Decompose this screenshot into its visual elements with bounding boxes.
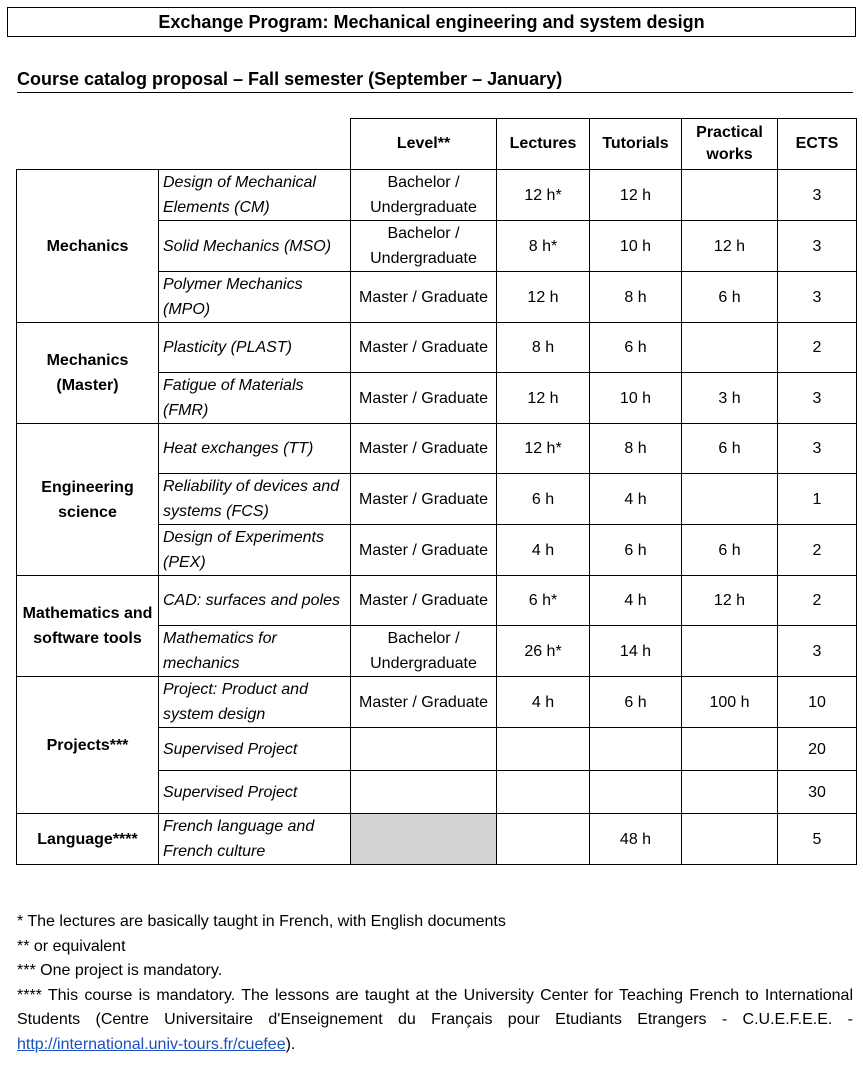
course-practical: 6 h — [682, 424, 778, 474]
course-ects: 2 — [778, 576, 857, 626]
course-lectures: 6 h* — [497, 576, 590, 626]
course-ects: 2 — [778, 323, 857, 373]
course-tutorials: 6 h — [590, 677, 682, 728]
header-level: Level** — [351, 119, 497, 170]
course-ects: 20 — [778, 728, 857, 771]
course-level: Master / Graduate — [351, 677, 497, 728]
category-mechanics: Mechanics — [17, 170, 159, 323]
table-row — [17, 677, 857, 728]
footnote-4-text: **** This course is mandatory. The lessons are taught at the University Center for Teaching French to International Students (Centre Universitaire d'Enseignement du Français pour Etudiants Etrangers - C.U.E.F.E.E. - — [17, 986, 853, 1028]
course-lectures: 4 h — [497, 677, 590, 728]
course-tutorials — [590, 728, 682, 771]
category-mechanics-master: Mechanics (Master) — [17, 323, 159, 424]
course-ects: 10 — [778, 677, 857, 728]
course-lectures: 12 h* — [497, 424, 590, 474]
document-title: Exchange Program: Mechanical engineering and system design — [7, 7, 856, 37]
header-practical-works: Practical works — [682, 119, 778, 170]
course-name: Solid Mechanics (MSO) — [159, 221, 351, 272]
course-lectures: 12 h — [497, 272, 590, 323]
course-name: Reliability of devices and systems (FCS) — [159, 474, 351, 525]
course-level: Master / Graduate — [351, 474, 497, 525]
course-lectures: 4 h — [497, 525, 590, 576]
course-name: Design of Experiments (PEX) — [159, 525, 351, 576]
footnote-1: * The lectures are basically taught in French, with English documents — [17, 913, 506, 930]
course-lectures — [497, 771, 590, 814]
course-lectures: 8 h* — [497, 221, 590, 272]
course-tutorials: 8 h — [590, 424, 682, 474]
course-ects: 3 — [778, 373, 857, 424]
course-tutorials: 6 h — [590, 323, 682, 373]
course-level — [351, 771, 497, 814]
course-level: Master / Graduate — [351, 323, 497, 373]
course-tutorials — [590, 771, 682, 814]
course-ects: 3 — [778, 272, 857, 323]
course-ects: 5 — [778, 814, 857, 865]
course-level — [351, 728, 497, 771]
course-name: Project: Product and system design — [159, 677, 351, 728]
course-tutorials: 8 h — [590, 272, 682, 323]
course-ects: 3 — [778, 424, 857, 474]
course-level: Bachelor / Undergraduate — [351, 626, 497, 677]
course-lectures: 8 h — [497, 323, 590, 373]
course-practical: 6 h — [682, 525, 778, 576]
footnote-4-end: ). — [285, 1035, 296, 1053]
course-ects: 3 — [778, 221, 857, 272]
course-name: Supervised Project — [159, 728, 351, 771]
table-row — [17, 323, 857, 373]
course-name: Heat exchanges (TT) — [159, 424, 351, 474]
footnotes — [17, 910, 853, 1057]
course-tutorials: 4 h — [590, 474, 682, 525]
course-tutorials: 10 h — [590, 373, 682, 424]
course-tutorials: 14 h — [590, 626, 682, 677]
header-tutorials: Tutorials — [590, 119, 682, 170]
table-row — [17, 424, 857, 474]
course-lectures: 12 h — [497, 373, 590, 424]
course-name: Fatigue of Materials (FMR) — [159, 373, 351, 424]
document-subtitle: Course catalog proposal – Fall semester (September – January) — [17, 66, 853, 93]
course-name: French language and French culture — [159, 814, 351, 865]
course-lectures — [497, 728, 590, 771]
course-tutorials: 12 h — [590, 170, 682, 221]
course-ects: 2 — [778, 525, 857, 576]
course-tutorials: 6 h — [590, 525, 682, 576]
header-empty-cell — [17, 119, 351, 170]
course-tutorials: 10 h — [590, 221, 682, 272]
course-level: Master / Graduate — [351, 576, 497, 626]
category-projects: Projects*** — [17, 677, 159, 814]
header-lectures: Lectures — [497, 119, 590, 170]
course-practical — [682, 474, 778, 525]
category-language: Language**** — [17, 814, 159, 865]
course-ects: 1 — [778, 474, 857, 525]
course-name: CAD: surfaces and poles — [159, 576, 351, 626]
course-ects: 30 — [778, 771, 857, 814]
table-header-row — [17, 119, 857, 170]
course-level-shaded — [351, 814, 497, 865]
course-level: Master / Graduate — [351, 424, 497, 474]
course-practical — [682, 626, 778, 677]
course-practical: 12 h — [682, 576, 778, 626]
course-lectures: 6 h — [497, 474, 590, 525]
course-level: Master / Graduate — [351, 373, 497, 424]
course-tutorials: 48 h — [590, 814, 682, 865]
course-name: Design of Mechanical Elements (CM) — [159, 170, 351, 221]
course-name: Supervised Project — [159, 771, 351, 814]
course-name: Polymer Mechanics (MPO) — [159, 272, 351, 323]
course-practical: 3 h — [682, 373, 778, 424]
course-ects: 3 — [778, 170, 857, 221]
course-lectures — [497, 814, 590, 865]
course-practical — [682, 771, 778, 814]
course-practical: 12 h — [682, 221, 778, 272]
course-catalog-table — [16, 118, 857, 865]
course-level: Master / Graduate — [351, 272, 497, 323]
course-practical — [682, 814, 778, 865]
course-ects: 3 — [778, 626, 857, 677]
table-row — [17, 170, 857, 221]
course-tutorials: 4 h — [590, 576, 682, 626]
course-practical — [682, 170, 778, 221]
table-row — [17, 576, 857, 626]
footnote-2: ** or equivalent — [17, 937, 126, 955]
course-name: Mathematics for mechanics — [159, 626, 351, 677]
footnote-3: *** One project is mandatory. — [17, 962, 223, 979]
category-mathematics: Mathematics and software tools — [17, 576, 159, 677]
footnote-4 — [17, 984, 853, 1058]
course-practical: 100 h — [682, 677, 778, 728]
course-lectures: 26 h* — [497, 626, 590, 677]
course-level: Master / Graduate — [351, 525, 497, 576]
course-name: Plasticity (PLAST) — [159, 323, 351, 373]
course-practical — [682, 728, 778, 771]
course-practical: 6 h — [682, 272, 778, 323]
course-lectures: 12 h* — [497, 170, 590, 221]
header-ects: ECTS — [778, 119, 857, 170]
course-level: Bachelor / Undergraduate — [351, 221, 497, 272]
cuefee-link[interactable]: http://international.univ-tours.fr/cuefee — [17, 1035, 286, 1053]
course-practical — [682, 323, 778, 373]
course-level: Bachelor / Undergraduate — [351, 170, 497, 221]
category-engineering-science: Engineering science — [17, 424, 159, 576]
table-row — [17, 814, 857, 865]
